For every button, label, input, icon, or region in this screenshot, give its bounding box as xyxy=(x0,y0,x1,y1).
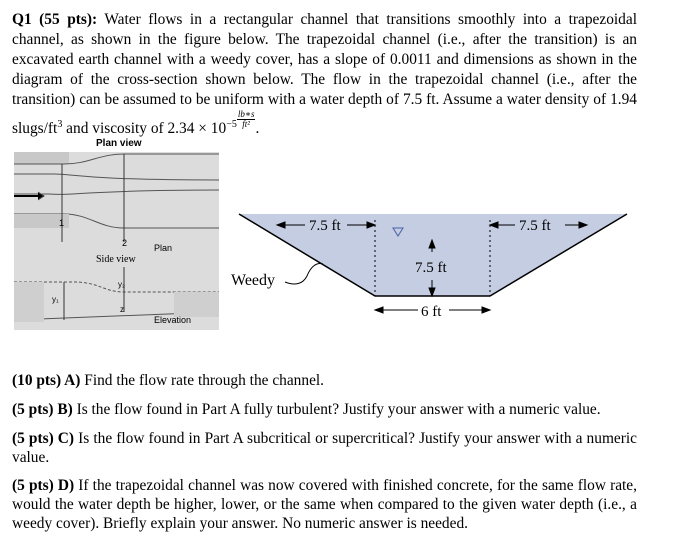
viscosity-exponent: −5 xyxy=(226,118,237,130)
question-b-text: Is the flow found in Part A fully turbulent? Justify your answer with a numeric value. xyxy=(72,401,601,418)
question-a-points: (10 pts) A) xyxy=(12,372,81,389)
question-label: Q1 (55 pts): xyxy=(12,11,98,28)
question-a-text: Find the flow rate through the channel. xyxy=(80,372,325,389)
depth-dim-label: 7.5 ft xyxy=(415,260,447,276)
question-b xyxy=(12,400,637,419)
side-view-label: Side view xyxy=(96,254,136,265)
period: . xyxy=(255,120,260,137)
question-c-points: (5 pts) C) xyxy=(12,430,75,447)
question-d-text: If the trapezoidal channel was now covered with finished concrete, for the same flow rate, would the water depth be higher, lower, or the same when compared to the given water depth (i.e., a weedy cover). Briefly explain your answer. No numeric answer is needed. xyxy=(12,477,637,532)
trapezoid-cross-section xyxy=(225,200,645,325)
plan-side-view-figure xyxy=(14,152,219,330)
question-a xyxy=(12,371,637,390)
y2-label: y₂ xyxy=(118,280,126,289)
weedy-leader-line xyxy=(285,264,323,285)
question-c xyxy=(12,429,637,467)
units-numerator: lb∗s xyxy=(237,109,255,119)
top-right-dim-label: 7.5 ft xyxy=(519,218,551,234)
elevation-label: Elevation xyxy=(154,315,192,325)
plan-label: Plan xyxy=(154,243,173,253)
z-label: z xyxy=(120,305,124,314)
density-exponent: 3 xyxy=(57,118,63,130)
section-2-label: 2 xyxy=(122,238,128,248)
viscosity-text: and viscosity of 2.34 × 10 xyxy=(62,120,227,137)
question-d-points: (5 pts) D) xyxy=(12,477,75,494)
top-left-dim-label: 7.5 ft xyxy=(309,218,341,234)
section-1-label: 1 xyxy=(59,218,65,228)
units-denominator: ft² xyxy=(242,119,250,129)
problem-statement xyxy=(12,10,637,139)
viscosity-units xyxy=(237,110,256,129)
question-c-text: Is the flow found in Part A subcritical or supercritical? Justify your answer with a numeric value. xyxy=(12,430,637,466)
y1-label: y₁ xyxy=(52,295,59,304)
question-d xyxy=(12,476,637,533)
bottom-dim-label: 6 ft xyxy=(421,304,442,320)
problem-text: Water flows in a rectangular channel that transitions smoothly into a trapezoidal channel, as shown in the figure below. The trapezoidal channel (i.e., after the transition) is an excavated earth channel with a weedy cover, has a slope of 0.0011 and dimensions as shown in the diagram of the cross-section shown below. The flow in the trapezoidal channel (i.e., after the transition) can be assumed to be uniform with a water depth of 7.5 ft. Assume a water density of 1.94 slugs/ft xyxy=(12,11,637,137)
weedy-label: Weedy xyxy=(231,272,276,289)
plan-view-title: Plan view xyxy=(96,138,142,149)
question-b-points: (5 pts) B) xyxy=(12,401,73,418)
